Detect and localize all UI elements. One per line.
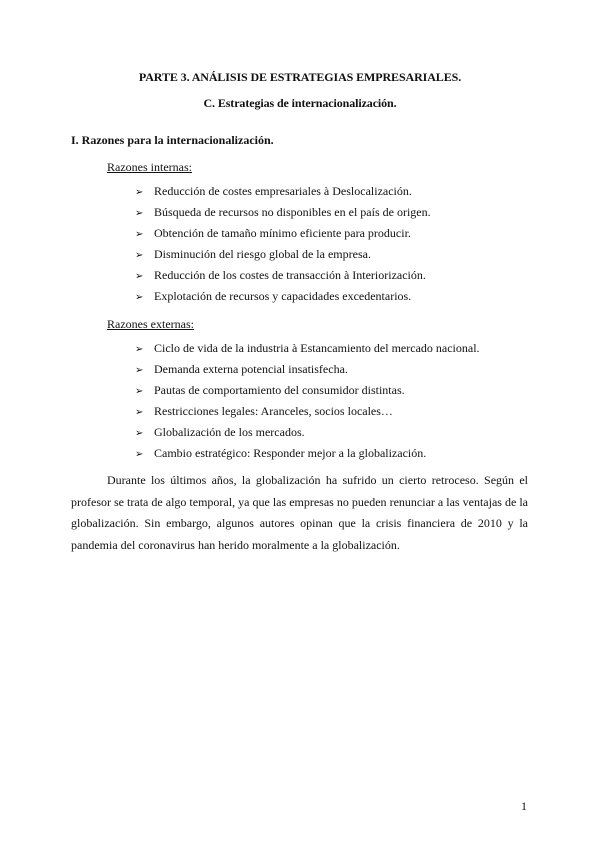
- list-item-text: Obtención de tamaño mínimo eficiente para producir.: [154, 226, 411, 240]
- list-item: [135, 445, 480, 466]
- list-item: [135, 225, 431, 246]
- list-item-text: Explotación de recursos y capacidades excedentarios.: [154, 289, 412, 303]
- list-item-text: Cambio estratégico: Responder mejor a la globalización.: [154, 446, 427, 460]
- arrowhead-bullet-icon: ➢: [135, 407, 144, 418]
- section-heading: I. Razones para la internacionalización.: [71, 133, 274, 147]
- page-number: 1: [521, 799, 527, 813]
- list-item: [135, 267, 431, 288]
- external-reasons-heading: Razones externas:: [107, 317, 194, 331]
- list-item-text: Reducción de los costes de transacción à Interiorización.: [154, 268, 426, 282]
- arrowhead-bullet-icon: ➢: [135, 292, 144, 303]
- list-item-text: Globalización de los mercados.: [154, 425, 305, 439]
- list-item: [135, 424, 480, 445]
- arrowhead-bullet-icon: ➢: [135, 187, 144, 198]
- list-item-text: Ciclo de vida de la industria à Estancamiento del mercado nacional.: [154, 341, 480, 355]
- list-item: [135, 246, 431, 267]
- document-title: PARTE 3. ANÁLISIS DE ESTRATEGIAS EMPRESARIALES.: [138, 70, 462, 84]
- arrowhead-bullet-icon: ➢: [135, 229, 144, 240]
- body-paragraph: Durante los últimos años, la globalización ha sufrido un cierto retroceso. Según el profesor se trata de algo temporal, ya que las empresas no pueden renunciar a las ventajas de la globalización. Sin embargo, algunos autores opinan que la crisis financiera de 2010 y la pandemia del coronavirus han herido moralmente a la globalización.: [71, 473, 528, 552]
- list-item-text: Reducción de costes empresariales à Deslocalización.: [154, 184, 412, 198]
- internal-reasons-list: [135, 183, 431, 309]
- list-item: [135, 183, 431, 204]
- arrowhead-bullet-icon: ➢: [135, 428, 144, 439]
- arrowhead-bullet-icon: ➢: [135, 386, 144, 397]
- list-item: [135, 382, 480, 403]
- arrowhead-bullet-icon: ➢: [135, 344, 144, 355]
- list-item-text: Búsqueda de recursos no disponibles en el país de origen.: [154, 205, 431, 219]
- external-reasons-list: [135, 340, 480, 466]
- arrowhead-bullet-icon: ➢: [135, 449, 144, 460]
- arrowhead-bullet-icon: ➢: [135, 250, 144, 261]
- list-item-text: Disminución del riesgo global de la empresa.: [154, 247, 371, 261]
- list-item-text: Restricciones legales: Aranceles, socios locales…: [154, 404, 393, 418]
- internal-reasons-heading: Razones internas:: [107, 160, 192, 174]
- list-item-text: Demanda externa potencial insatisfecha.: [154, 362, 348, 376]
- arrowhead-bullet-icon: ➢: [135, 271, 144, 282]
- list-item: [135, 361, 480, 382]
- arrowhead-bullet-icon: ➢: [135, 208, 144, 219]
- list-item: [135, 403, 480, 424]
- list-item: [135, 340, 480, 361]
- list-item: [135, 204, 431, 225]
- list-item: [135, 288, 431, 309]
- document-subtitle: C. Estrategias de internacionalización.: [203, 96, 397, 110]
- arrowhead-bullet-icon: ➢: [135, 365, 144, 376]
- list-item-text: Pautas de comportamiento del consumidor distintas.: [154, 383, 405, 397]
